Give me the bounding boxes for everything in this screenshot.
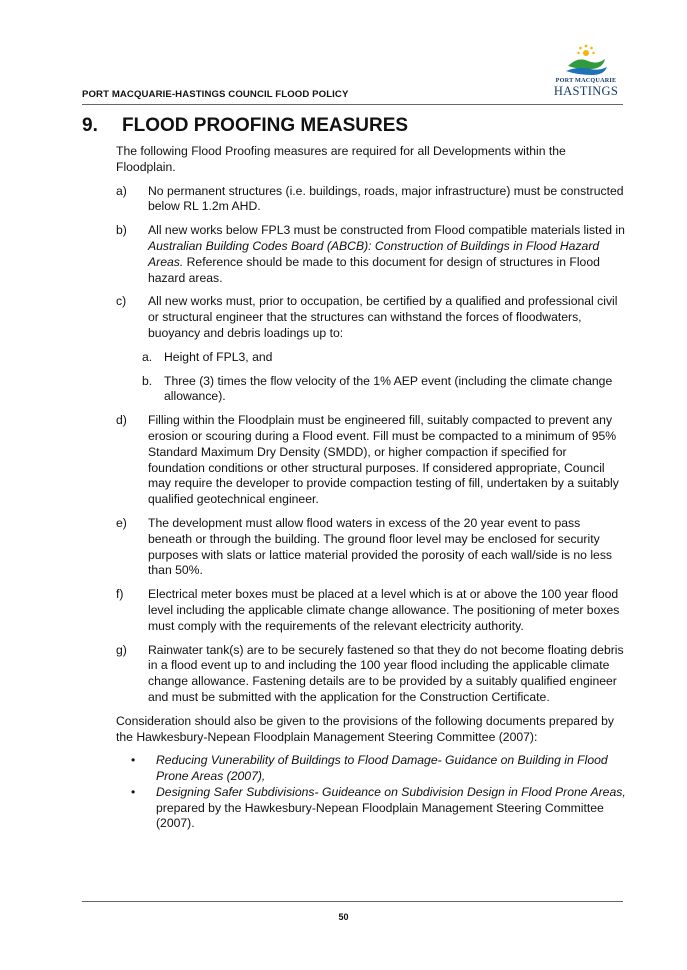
sub-list-marker: b. — [142, 373, 153, 388]
logo-text-port-macquarie: PORT MACQUARIE — [555, 77, 617, 84]
sub-item-b — [116, 374, 626, 406]
list-item-text: Filling within the Floodplain must be engineered fill, suitably compacted to prevent any erosion or scouring during a Flood event. Fill must be compacted to a minimum of 95% Standard Maximum Dry Density (SMDD), or higher compaction if specified for foundation conditions or other structural purposes. If considered appropriate, Council may require the developer to provide compaction testing of fill, undertaken by a suitably qualified geotechnical engineer. — [148, 413, 619, 507]
sub-item-text: Height of FPL3, and — [164, 349, 273, 364]
bullet-marker: • — [131, 753, 136, 768]
list-item-text: No permanent structures (i.e. buildings, roads, major infrastructure) must be constructed below RL 1.2m AHD. — [148, 183, 624, 214]
abcb-reference: Australian Building Codes Board (ABCB): Construction of Buildings in Flood Hazard Areas. — [148, 238, 600, 269]
list-item-text-end: Reference should be made to this document for design of structures in Flood hazard areas. — [148, 254, 600, 285]
list-marker: e) — [116, 515, 127, 530]
list-item-text: The development must allow flood waters in excess of the 20 year event to pass beneath or through the building. The ground floor level may be enclosed for security purposes with slats or lattice material provided the porosity of each wall/side is no less than 50%. — [148, 515, 613, 578]
list-marker: b) — [116, 223, 127, 238]
section-body — [116, 144, 626, 832]
footer-divider — [82, 901, 623, 902]
list-marker: f) — [116, 587, 124, 602]
header-divider — [82, 104, 623, 105]
section-heading — [82, 115, 408, 137]
sub-item-a — [116, 350, 626, 366]
list-item-c — [116, 294, 626, 341]
logo-text-hastings: HASTINGS — [553, 84, 619, 98]
consideration-paragraph: Consideration should also be given to the provisions of the following documents prepared by the Hawkesbury-Nepean Floodplain Management Steering Committee (2007): — [116, 713, 614, 744]
sub-list-marker: a. — [142, 349, 153, 364]
list-item-e — [116, 516, 626, 579]
list-item-text: Rainwater tank(s) are to be securely fastened so that they do not become floating debris in a flood event up to and including the 100 year flood including the applicable climate change allowance. Fastening details are to be provided by a suitably qualified engineer and must be submitted with the application for the Construction Certificate. — [148, 642, 624, 704]
list-item-text: All new works below FPL3 must be constructed from Flood compatible materials listed in — [148, 223, 625, 238]
list-item-text: All new works must, prior to occupation, be certified by a qualified and professional civil or structural engineer that the structures can withstand the forces of floodwaters, buoyancy and debris loadings up to: — [148, 294, 618, 340]
list-item-a — [116, 184, 626, 216]
bullet-document-title: Reducing Vunerability of Buildings to Flood Damage- Guidance on Building in Flood Prone Areas (2007), — [156, 753, 608, 784]
list-item-text: Electrical meter boxes must be placed at a level which is at or above the 100 year flood level including the applicable climate change allowance. The positioning of meter boxes must comply with the requirements of the relevant electricity authority. — [148, 587, 620, 633]
list-item-d — [116, 413, 626, 508]
sub-item-text: Three (3) times the flow velocity of the 1% AEP event (including the climate change allowance). — [164, 373, 613, 404]
bullet-item — [116, 753, 626, 785]
bullet-marker: • — [131, 784, 136, 799]
list-marker: a) — [116, 183, 127, 198]
list-marker: c) — [116, 294, 127, 309]
list-marker: g) — [116, 642, 127, 657]
list-marker: d) — [116, 413, 127, 428]
bullet-item — [116, 785, 626, 832]
intro-paragraph: The following Flood Proofing measures are required for all Developments within the Floodplain. — [116, 144, 566, 174]
section-title: FLOOD PROOFING MEASURES — [122, 115, 409, 136]
bullet-document-title: Designing Safer Subdivisions- Guideance on Subdivision Design in Flood Prone Areas, — [156, 784, 626, 799]
council-logo — [548, 44, 624, 102]
document-header-title: PORT MACQUARIE-HASTINGS COUNCIL FLOOD POLICY — [82, 89, 349, 100]
section-number: 9. — [82, 115, 98, 136]
page-number: 50 — [338, 912, 349, 922]
logo-emblem-icon — [562, 44, 610, 78]
list-item-g — [116, 643, 626, 706]
list-item-b — [116, 223, 626, 286]
list-item-f — [116, 587, 626, 634]
bullet-text: prepared by the Hawkesbury-Nepean Floodplain Management Steering Committee (2007). — [156, 800, 604, 831]
